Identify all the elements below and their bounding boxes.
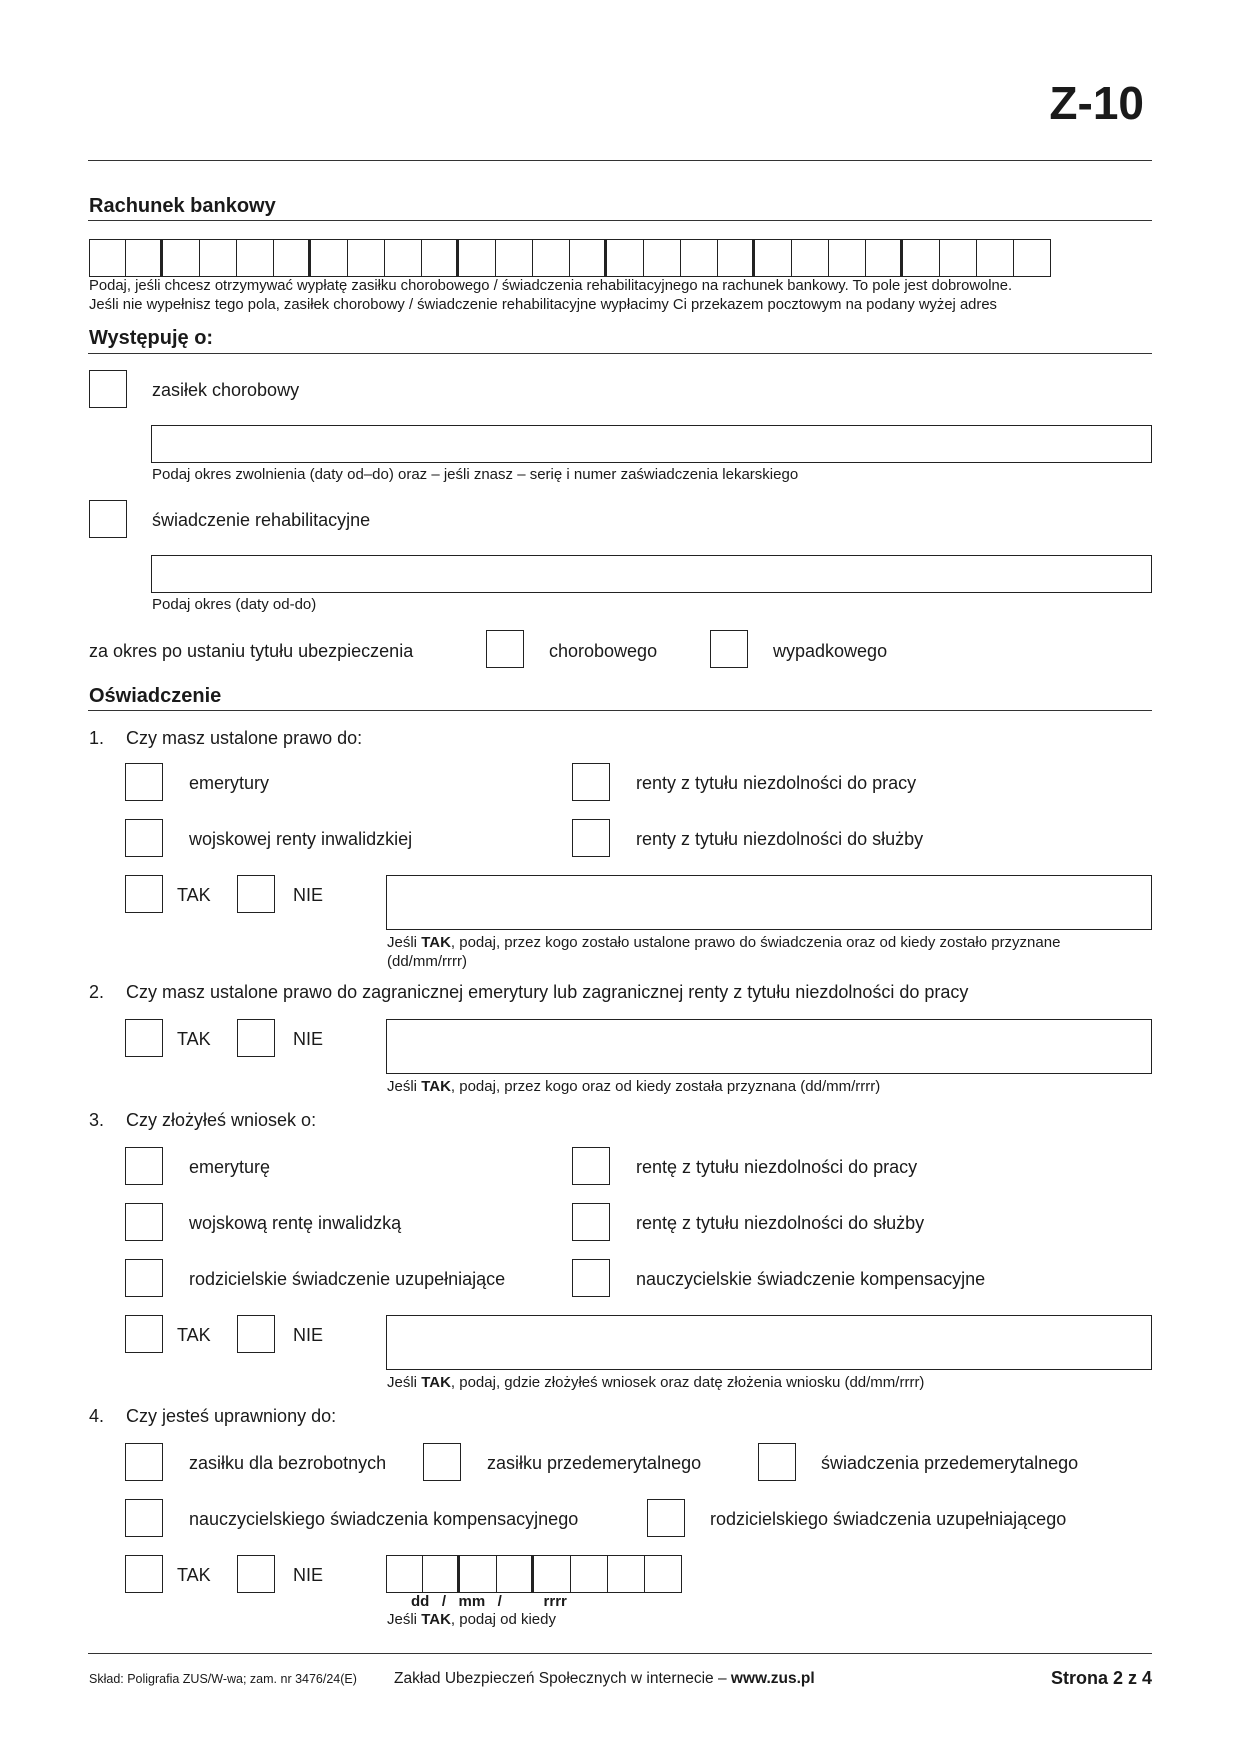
q1-option-label: emerytury: [189, 773, 270, 793]
section-divider: [88, 710, 1152, 711]
q1-option-checkbox[interactable]: [572, 819, 610, 857]
bank-account-digit-cell[interactable]: [829, 239, 866, 277]
q1-number: 1.: [89, 728, 105, 748]
q1-hint-2: (dd/mm/rrrr): [387, 953, 467, 970]
bank-account-digit-cell[interactable]: [385, 239, 422, 277]
sickness-checkbox[interactable]: [486, 630, 524, 668]
hint-suffix: , podaj od kiedy: [450, 1611, 556, 1628]
hint-suffix: , podaj, przez kogo oraz od kiedy została przyznana (dd/mm/rrrr): [450, 1078, 881, 1095]
q4-option-checkbox[interactable]: [125, 1443, 163, 1481]
section-title-bank: Rachunek bankowy: [89, 195, 276, 217]
q1-hint: [387, 934, 1060, 951]
q3-yes-label: TAK: [177, 1325, 211, 1345]
q3-no-checkbox[interactable]: [237, 1315, 275, 1353]
q1-no-checkbox[interactable]: [237, 875, 275, 913]
bank-account-digit-cell[interactable]: [866, 239, 903, 277]
q3-option-checkbox[interactable]: [125, 1259, 163, 1297]
q3-option-label: nauczycielskie świadczenie kompensacyjne: [636, 1269, 986, 1289]
sick-period-hint: Podaj okres zwolnienia (daty od–do) oraz – jeśli znasz – serię i numer zaświadczenia lekarskiego: [152, 466, 799, 483]
date-digit-cell[interactable]: [608, 1555, 645, 1593]
q1-option-label: renty z tytułu niezdolności do pracy: [636, 773, 917, 793]
header-divider: [88, 160, 1152, 161]
q2-yes-checkbox[interactable]: [125, 1019, 163, 1057]
q4-option-checkbox[interactable]: [125, 1499, 163, 1537]
hint-prefix: Jeśli: [387, 1078, 422, 1095]
rehab-benefit-checkbox[interactable]: [89, 500, 127, 538]
sick-benefit-label: zasiłek chorobowy: [152, 380, 300, 400]
q1-option-checkbox[interactable]: [572, 763, 610, 801]
q1-option-checkbox[interactable]: [125, 819, 163, 857]
bank-account-digit-cell[interactable]: [311, 239, 348, 277]
date-digit-cell[interactable]: [423, 1555, 460, 1593]
q3-text: Czy złożyłeś wniosek o:: [126, 1110, 317, 1130]
q4-text: Czy jesteś uprawniony do:: [126, 1406, 337, 1426]
q1-details-input[interactable]: [386, 875, 1152, 930]
q4-number: 4.: [89, 1406, 105, 1426]
hint-tak: TAK: [421, 1374, 451, 1391]
hint-prefix: Jeśli: [387, 934, 422, 951]
bank-account-digit-cell[interactable]: [459, 239, 496, 277]
bank-account-digit-cell[interactable]: [163, 239, 200, 277]
q3-number: 3.: [89, 1110, 105, 1130]
q1-no-label: NIE: [293, 885, 324, 905]
q1-yes-checkbox[interactable]: [125, 875, 163, 913]
bank-account-digit-cell[interactable]: [200, 239, 237, 277]
q4-hint: [387, 1611, 556, 1628]
bank-account-digit-cell[interactable]: [903, 239, 940, 277]
sick-benefit-checkbox[interactable]: [89, 370, 127, 408]
bank-account-digit-cell[interactable]: [940, 239, 977, 277]
q2-hint: [387, 1078, 880, 1095]
q2-yes-label: TAK: [177, 1029, 211, 1049]
bank-account-digit-cell[interactable]: [607, 239, 644, 277]
section-title-apply: Występuję o:: [89, 327, 214, 349]
after-insurance-label: za okres po ustaniu tytułu ubezpieczenia: [89, 641, 414, 661]
sickness-label: chorobowego: [549, 641, 658, 661]
bank-account-digit-cell[interactable]: [718, 239, 755, 277]
q4-option-label: nauczycielskiego świadczenia kompensacyjnego: [189, 1509, 579, 1529]
bank-account-digit-cell[interactable]: [274, 239, 311, 277]
q3-no-label: NIE: [293, 1325, 324, 1345]
bank-account-digit-cell[interactable]: [348, 239, 385, 277]
q1-option-checkbox[interactable]: [125, 763, 163, 801]
bank-account-digit-cell[interactable]: [644, 239, 681, 277]
q4-option-checkbox[interactable]: [647, 1499, 685, 1537]
bank-hint-1: Podaj, jeśli chcesz otrzymywać wypłatę zasiłku chorobowego / świadczenia rehabilitacyjnego na rachunek bankowy. To pole jest dobrowolne.: [89, 278, 1013, 294]
q2-no-checkbox[interactable]: [237, 1019, 275, 1057]
bank-account-digit-cell[interactable]: [755, 239, 792, 277]
date-digit-cell[interactable]: [497, 1555, 534, 1593]
date-digit-cell[interactable]: [460, 1555, 497, 1593]
q4-no-label: NIE: [293, 1565, 324, 1585]
q3-details-input[interactable]: [386, 1315, 1152, 1370]
q3-option-checkbox[interactable]: [572, 1147, 610, 1185]
date-digit-cell[interactable]: [386, 1555, 423, 1593]
footer-web-text: Zakład Ubezpieczeń Społecznych w internecie –: [394, 1670, 731, 1687]
rehab-period-hint: Podaj okres (daty od-do): [152, 596, 317, 613]
q2-no-label: NIE: [293, 1029, 324, 1049]
q3-option-checkbox[interactable]: [125, 1203, 163, 1241]
accident-checkbox[interactable]: [710, 630, 748, 668]
q4-option-label: rodzicielskiego świadczenia uzupełniającego: [710, 1509, 1067, 1529]
date-digit-cell[interactable]: [645, 1555, 682, 1593]
hint-prefix: Jeśli: [387, 1374, 422, 1391]
q4-option-label: zasiłku dla bezrobotnych: [189, 1453, 387, 1473]
q4-option-label: zasiłku przedemerytalnego: [487, 1453, 702, 1473]
q3-option-label: rentę z tytułu niezdolności do pracy: [636, 1157, 918, 1177]
hint-tak: TAK: [421, 934, 451, 951]
q1-option-label: renty z tytułu niezdolności do służby: [636, 829, 924, 849]
accident-label: wypadkowego: [773, 641, 888, 661]
q4-yes-checkbox[interactable]: [125, 1555, 163, 1593]
q3-option-label: rentę z tytułu niezdolności do służby: [636, 1213, 925, 1233]
bank-account-digit-cell[interactable]: [681, 239, 718, 277]
section-divider: [88, 353, 1152, 354]
q1-option-label: wojskowej renty inwalidzkiej: [189, 829, 413, 849]
q4-option-checkbox[interactable]: [758, 1443, 796, 1481]
q1-text: Czy masz ustalone prawo do:: [126, 728, 363, 748]
q4-date-input[interactable]: [386, 1555, 682, 1593]
section-divider: [88, 220, 1152, 221]
q4-date-format: dd / mm / rrrr: [411, 1593, 567, 1610]
q2-number: 2.: [89, 982, 105, 1002]
rehab-benefit-label: świadczenie rehabilitacyjne: [152, 510, 371, 530]
bank-account-digit-cell[interactable]: [126, 239, 163, 277]
bank-account-digit-cell[interactable]: [89, 239, 126, 277]
form-code: Z-10: [1049, 77, 1144, 129]
hint-suffix: , podaj, przez kogo zostało ustalone prawo do świadczenia oraz od kiedy zostało przyznane: [450, 934, 1061, 951]
bank-account-digit-cell[interactable]: [792, 239, 829, 277]
bank-account-digit-cell[interactable]: [422, 239, 459, 277]
q3-option-checkbox[interactable]: [572, 1259, 610, 1297]
bank-account-digit-cell[interactable]: [1014, 239, 1051, 277]
q4-no-checkbox[interactable]: [237, 1555, 275, 1593]
bank-hint-2: Jeśli nie wypełnisz tego pola, zasiłek chorobowy / świadczenie rehabilitacyjne wypłacimy Ci przekazem pocztowym na podany wyżej adres: [89, 297, 997, 313]
bank-account-digit-cell[interactable]: [533, 239, 570, 277]
footer-divider: [88, 1653, 1152, 1654]
footer-print-info: Skład: Poligrafia ZUS/W-wa; zam. nr 3476/24(E): [89, 1672, 357, 1686]
section-title-statement: Oświadczenie: [89, 685, 222, 707]
hint-tak: TAK: [421, 1078, 451, 1095]
q3-hint: [387, 1374, 924, 1391]
q4-option-label: świadczenia przedemerytalnego: [821, 1453, 1079, 1473]
sick-period-input[interactable]: [151, 425, 1152, 463]
footer-web-link[interactable]: www.zus.pl: [730, 1670, 815, 1687]
bank-account-field[interactable]: [89, 239, 1051, 277]
bank-account-digit-cell[interactable]: [496, 239, 533, 277]
q3-option-label: wojskową rentę inwalidzką: [189, 1213, 402, 1233]
bank-account-digit-cell[interactable]: [977, 239, 1014, 277]
page-number: Strona 2 z 4: [1050, 1668, 1152, 1688]
hint-prefix: Jeśli: [387, 1611, 422, 1628]
footer-website: [394, 1670, 815, 1688]
q2-details-input[interactable]: [386, 1019, 1152, 1074]
q1-yes-label: TAK: [177, 885, 211, 905]
q4-option-checkbox[interactable]: [423, 1443, 461, 1481]
rehab-period-input[interactable]: [151, 555, 1152, 593]
date-digit-cell[interactable]: [571, 1555, 608, 1593]
q4-yes-label: TAK: [177, 1565, 211, 1585]
bank-account-digit-cell[interactable]: [237, 239, 274, 277]
q2-text: Czy masz ustalone prawo do zagranicznej emerytury lub zagranicznej renty z tytułu niezdolności do pracy: [126, 982, 969, 1002]
hint-suffix: , podaj, gdzie złożyłeś wniosek oraz datę złożenia wniosku (dd/mm/rrrr): [450, 1374, 925, 1391]
hint-tak: TAK: [421, 1611, 451, 1628]
bank-account-digit-cell[interactable]: [570, 239, 607, 277]
q3-option-label: rodzicielskie świadczenie uzupełniające: [189, 1269, 506, 1289]
q3-option-checkbox[interactable]: [125, 1147, 163, 1185]
q3-option-checkbox[interactable]: [572, 1203, 610, 1241]
q3-yes-checkbox[interactable]: [125, 1315, 163, 1353]
date-digit-cell[interactable]: [534, 1555, 571, 1593]
q3-option-label: emeryturę: [189, 1157, 271, 1177]
